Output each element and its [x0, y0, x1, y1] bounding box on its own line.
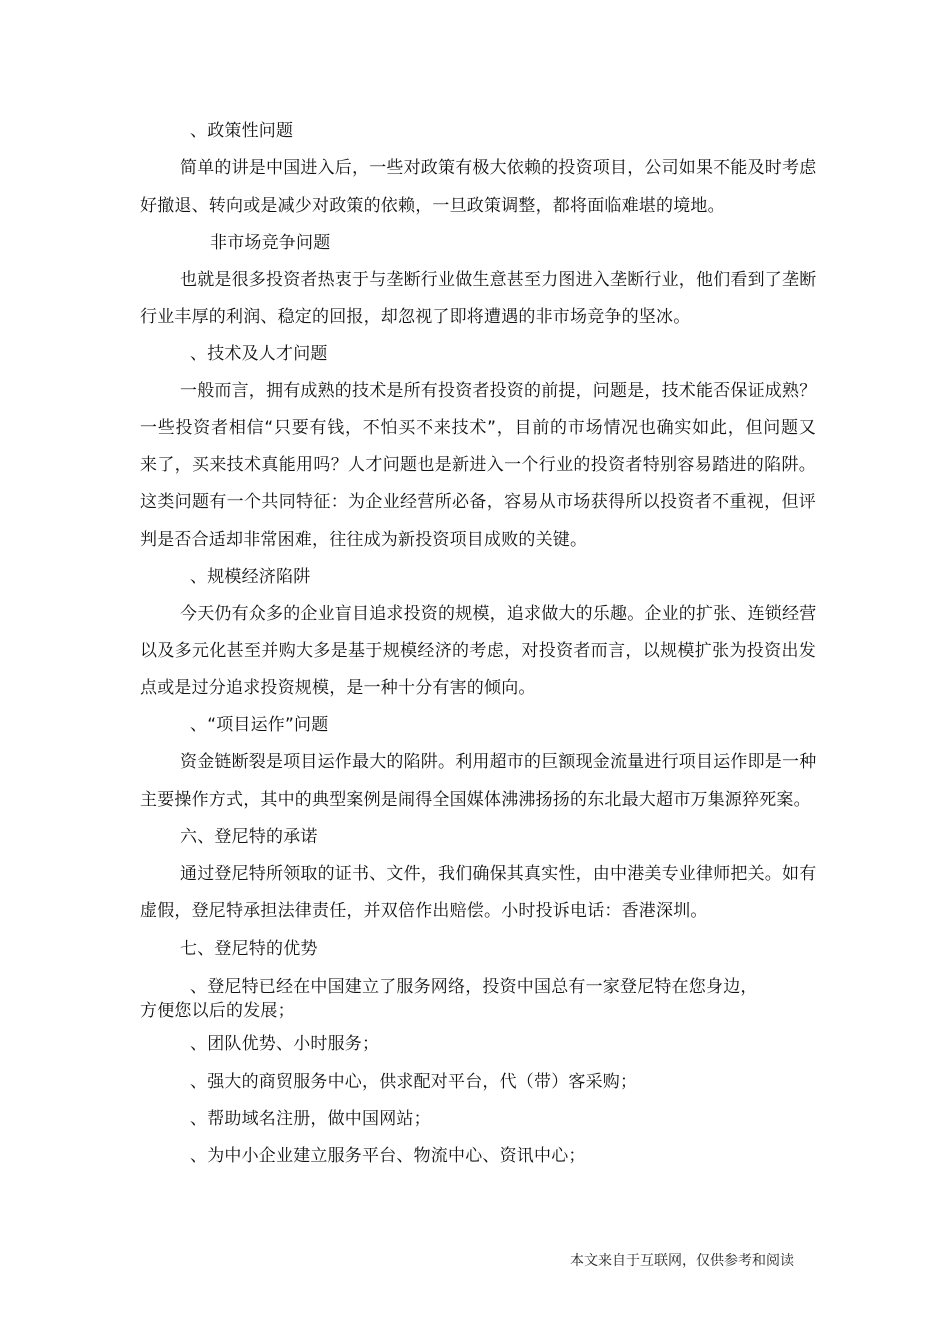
list-item: 、登尼特已经在中国建立了服务网络，投资中国总有一家登尼特在您身边， [190, 977, 758, 997]
paragraph-line: 好撤退、转向或是减少对政策的依赖，一旦政策调整，都将面临难堪的境地。 [140, 196, 725, 216]
paragraph-line: 来了，买来技术真能用吗？人才问题也是新进入一个行业的投资者特别容易踏进的陷阱。 [140, 455, 816, 475]
list-item: 、为中小企业建立服务平台、物流中心、资讯中心； [190, 1146, 586, 1166]
heading-policy-issue: 、政策性问题 [190, 121, 294, 141]
footer-note: 本文来自于互联网，仅供参考和阅读 [570, 1253, 794, 1269]
paragraph-line: 判是否合适却非常困难，往往成为新投资项目成败的关键。 [140, 530, 588, 550]
paragraph-line: 一些投资者相信“只要有钱，不怕买不来技术”，目前的市场情况也确实如此，但问题又 [140, 418, 816, 438]
paragraph-line: 行业丰厚的利润、稳定的回报，却忽视了即将遭遇的非市场竞争的坚冰。 [140, 307, 691, 327]
paragraph-line: 简单的讲是中国进入后，一些对政策有极大依赖的投资项目，公司如果不能及时考虑 [180, 158, 817, 178]
paragraph-line: 点或是过分追求投资规模，是一种十分有害的倾向。 [140, 678, 536, 698]
heading-project-operation: 、“项目运作”问题 [190, 715, 329, 735]
heading-non-market-competition: 非市场竞争问题 [210, 233, 331, 253]
paragraph-line: 也就是很多投资者热衷于与垄断行业做生意甚至力图进入垄断行业，他们看到了垄断 [180, 270, 817, 290]
paragraph-line: 通过登尼特所领取的证书、文件，我们确保其真实性，由中港美专业律师把关。如有 [180, 864, 817, 884]
paragraph-line: 今天仍有众多的企业盲目追求投资的规模，追求做大的乐趣。企业的扩张、连锁经营 [180, 604, 817, 624]
paragraph-line: 资金链断裂是项目运作最大的陷阱。利用超市的巨额现金流量进行项目运作即是一种 [180, 752, 817, 772]
heading-commitment: 六、登尼特的承诺 [180, 827, 318, 847]
paragraph-line: 一般而言，拥有成熟的技术是所有投资者投资的前提，问题是，技术能否保证成熟？ [180, 381, 817, 401]
heading-technology-talent: 、技术及人才问题 [190, 344, 328, 364]
paragraph-line: 主要操作方式，其中的典型案例是闹得全国媒体沸沸扬扬的东北最大超市万集源猝死案。 [140, 790, 811, 810]
paragraph-line: 虚假，登尼特承担法律责任，并双倍作出赔偿。小时投诉电话：香港深圳。 [140, 901, 708, 921]
list-item: 、团队优势、小时服务； [190, 1034, 380, 1054]
heading-scale-economy-trap: 、规模经济陷阱 [190, 567, 311, 587]
list-item-continuation: 方便您以后的发展； [140, 1001, 295, 1021]
paragraph-line: 以及多元化甚至并购大多是基于规模经济的考虑，对投资者而言，以规模扩张为投资出发 [140, 641, 816, 661]
heading-advantages: 七、登尼特的优势 [180, 939, 318, 959]
list-item: 、强大的商贸服务中心，供求配对平台，代（带）客采购； [190, 1072, 638, 1092]
paragraph-line: 这类问题有一个共同特征：为企业经营所必备，容易从市场获得所以投资者不重视，但评 [140, 492, 816, 512]
list-item: 、帮助域名注册，做中国网站； [190, 1109, 431, 1129]
